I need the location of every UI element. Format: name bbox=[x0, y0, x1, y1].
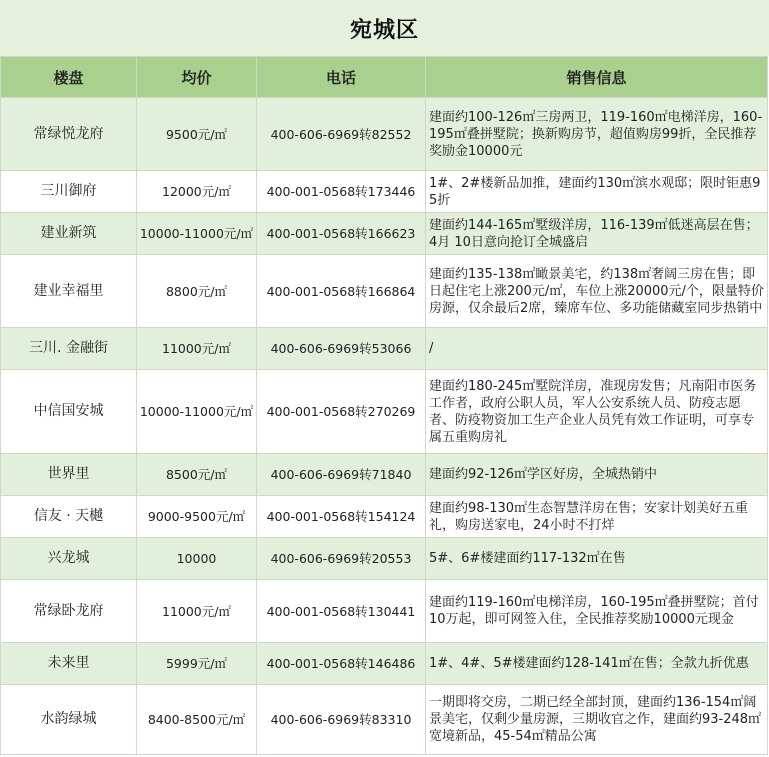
project-name: 未来里 bbox=[1, 643, 137, 685]
phone-number[interactable]: 400-001-0568转270269 bbox=[257, 370, 426, 454]
phone-number[interactable]: 400-001-0568转166864 bbox=[257, 255, 426, 328]
sales-info: 1#、2#楼新品加推，建面约130㎡滨水观邸；限时钜惠95折 bbox=[426, 171, 768, 213]
average-price: 10000-11000元/㎡ bbox=[137, 370, 257, 454]
average-price: 9500元/㎡ bbox=[137, 98, 257, 171]
table-row bbox=[1, 538, 768, 580]
table-row bbox=[1, 685, 768, 755]
project-name: 世界里 bbox=[1, 454, 137, 496]
project-name: 常绿悦龙府 bbox=[1, 98, 137, 171]
table-row bbox=[1, 454, 768, 496]
column-header-phone: 电话 bbox=[257, 57, 426, 98]
phone-number[interactable]: 400-001-0568转130441 bbox=[257, 580, 426, 643]
phone-number[interactable]: 400-606-6969转83310 bbox=[257, 685, 426, 755]
table-row bbox=[1, 580, 768, 643]
project-name: 常绿卧龙府 bbox=[1, 580, 137, 643]
table-row bbox=[1, 496, 768, 538]
column-header-project: 楼盘 bbox=[1, 57, 137, 98]
table-row bbox=[1, 255, 768, 328]
column-header-sales-info: 销售信息 bbox=[426, 57, 768, 98]
phone-number[interactable]: 400-001-0568转146486 bbox=[257, 643, 426, 685]
table-row bbox=[1, 643, 768, 685]
sales-info: 建面约119-160㎡电梯洋房，160-195㎡叠拼墅院；首付10万起，即可网签入住，全民推荐奖励10000元现金 bbox=[426, 580, 768, 643]
project-name: 水韵绿城 bbox=[1, 685, 137, 755]
project-name: 建业新筑 bbox=[1, 213, 137, 255]
average-price: 9000-9500元/㎡ bbox=[137, 496, 257, 538]
project-name: 三川御府 bbox=[1, 171, 137, 213]
sales-info: / bbox=[426, 328, 768, 370]
phone-number[interactable]: 400-606-6969转20553 bbox=[257, 538, 426, 580]
project-name: 兴龙城 bbox=[1, 538, 137, 580]
average-price: 10000-11000元/㎡ bbox=[137, 213, 257, 255]
sales-info: 建面约100-126㎡三房两卫，119-160㎡电梯洋房，160-195㎡叠拼墅院；换新购房节，超值购房99折，全民推荐奖励金10000元 bbox=[426, 98, 768, 171]
table-header-row bbox=[1, 57, 768, 98]
average-price: 11000元/㎡ bbox=[137, 328, 257, 370]
listing-table bbox=[0, 56, 768, 755]
average-price: 5999元/㎡ bbox=[137, 643, 257, 685]
table-row bbox=[1, 171, 768, 213]
phone-number[interactable]: 400-606-6969转71840 bbox=[257, 454, 426, 496]
project-name: 信友 · 天樾 bbox=[1, 496, 137, 538]
column-header-price: 均价 bbox=[137, 57, 257, 98]
project-name: 中信国安城 bbox=[1, 370, 137, 454]
sales-info: 5#、6#楼建面约117-132㎡在售 bbox=[426, 538, 768, 580]
table-row bbox=[1, 98, 768, 171]
sales-info: 建面约98-130㎡生态智慧洋房在售；安家计划美好五重礼，购房送家电，24小时不打烊 bbox=[426, 496, 768, 538]
table-row bbox=[1, 328, 768, 370]
phone-number[interactable]: 400-001-0568转166623 bbox=[257, 213, 426, 255]
project-name: 三川. 金融街 bbox=[1, 328, 137, 370]
table-row bbox=[1, 213, 768, 255]
phone-number[interactable]: 400-606-6969转82552 bbox=[257, 98, 426, 171]
phone-number[interactable]: 400-606-6969转53066 bbox=[257, 328, 426, 370]
sales-info: 建面约92-126㎡学区好房，全城热销中 bbox=[426, 454, 768, 496]
page-title: 宛城区 bbox=[0, 0, 769, 56]
sales-info: 建面约180-245㎡墅院洋房，准现房发售；凡南阳市医务工作者，政府公职人员，军人公安系统人员、防疫志愿者、防疫物资加工生产企业人员凭有效工作证明，可享专属五重购房礼 bbox=[426, 370, 768, 454]
project-name: 建业幸福里 bbox=[1, 255, 137, 328]
sales-info: 建面约144-165㎡墅级洋房，116-139㎡低迷高层在售；4月 10日意向抢订全城盛启 bbox=[426, 213, 768, 255]
sales-info: 1#、4#、5#楼建面约128-141㎡在售；全款九折优惠 bbox=[426, 643, 768, 685]
phone-number[interactable]: 400-001-0568转173446 bbox=[257, 171, 426, 213]
average-price: 8400-8500元/㎡ bbox=[137, 685, 257, 755]
average-price: 11000元/㎡ bbox=[137, 580, 257, 643]
phone-number[interactable]: 400-001-0568转154124 bbox=[257, 496, 426, 538]
average-price: 8500元/㎡ bbox=[137, 454, 257, 496]
average-price: 8800元/㎡ bbox=[137, 255, 257, 328]
average-price: 12000元/㎡ bbox=[137, 171, 257, 213]
sales-info: 一期即将交房，二期已经全部封顶，建面约136-154㎡阔景美宅，仅剩少量房源，三期收官之作，建面约93-248㎡宽境新品，45-54㎡精品公寓 bbox=[426, 685, 768, 755]
average-price: 10000 bbox=[137, 538, 257, 580]
sales-info: 建面约135-138㎡瞰景美宅，约138㎡奢阔三房在售；即日起住宅上涨200元/㎡，车位上涨20000元/个，限量特价房源，仅余最后2席，臻席车位、多功能储藏室同步热销中 bbox=[426, 255, 768, 328]
table-row bbox=[1, 370, 768, 454]
